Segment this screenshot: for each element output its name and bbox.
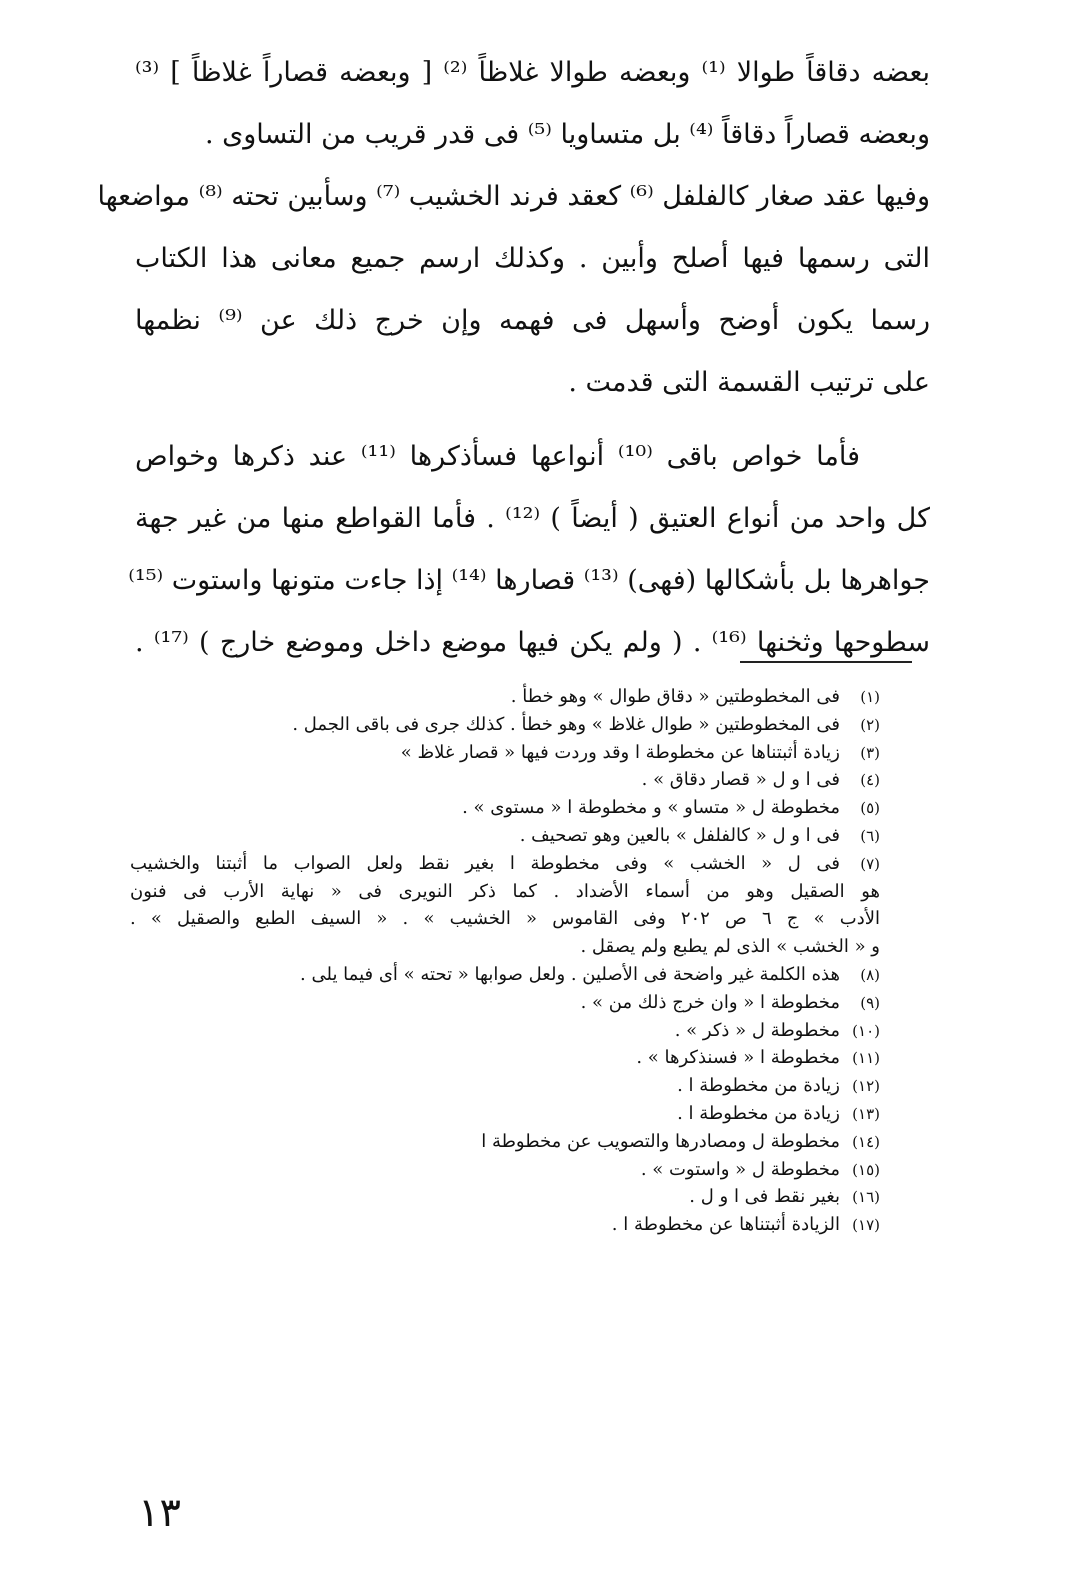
footnote-number: (١٥)	[852, 1160, 880, 1179]
footnote-number: (١٣)	[852, 1104, 880, 1123]
footnote-number: (٣)	[860, 743, 880, 762]
text-line: التى رسمها فيها أصلح وأبين . وكذلك ارسم جميع معانى هذا الكتاب	[135, 243, 930, 274]
footnote-text: مخطوطة ا « وان خرج ذلك من » .	[580, 991, 840, 1013]
footnote-5	[140, 794, 880, 822]
footnote-text: و « الخشب » الذى لم يطبع ولم يصقل .	[580, 936, 880, 958]
footnote-text: هذه الكلمة غير واضحة فى الأصلين . ولعل صوابها « تحته » أى فيما يلى .	[300, 963, 840, 985]
footnote-2	[140, 711, 880, 739]
footnote-9	[140, 989, 880, 1017]
footnote-text: هو الصقيل وهو من أسماء الأضداد . كما ذكر النويرى فى « نهاية الأرب فى فنون	[130, 880, 880, 902]
footnote-16	[140, 1183, 880, 1211]
footnote-14	[140, 1128, 880, 1156]
footnote-4	[140, 766, 880, 794]
footnote-3	[140, 739, 880, 767]
text-line: بعضه دقاقاً طوالا ⁽¹⁾ وبعضه طوالا غلاظاً ⁽²⁾ [ وبعضه قصاراً غلاظاً ] ⁽³⁾	[135, 57, 930, 88]
footnote-text: فى ا و ل « كالفلفل » بالعين وهو تصحيف .	[519, 824, 840, 846]
text-line: فأما خواص باقى ⁽¹⁰⁾ أنواعها فسأذكرها ⁽¹¹⁾ عند ذكرها وخواص	[135, 441, 861, 472]
footnote-separator	[740, 661, 912, 663]
footnote-6	[140, 822, 880, 850]
text-line: وفيها عقد صغار كالفلفل ⁽⁶⁾ كعقد فرند الخشيب ⁽⁷⁾ وسأبين تحته ⁽⁸⁾ مواضعها	[97, 181, 930, 212]
footnote-number: (١٤)	[852, 1132, 880, 1151]
footnote-text: فى ا و ل « قصار دقاق » .	[641, 769, 840, 791]
footnote-1	[140, 683, 880, 711]
footnote-number: (١٧)	[852, 1216, 880, 1235]
footnote-text: الأدب » ج ٦ ص ٢٠٢ وفى القاموس « الخشيب » . « السيف الطبع والصقيل » .	[130, 908, 880, 930]
footnote-number: (٢)	[860, 715, 880, 734]
footnote-text: الزيادة أثبتناها عن مخطوطة ا .	[611, 1214, 840, 1236]
footnote-number: (٩)	[860, 993, 880, 1012]
page-number: ١٣	[138, 1490, 181, 1536]
footnote-text: مخطوطة ا « فسنذكرها » .	[636, 1047, 840, 1069]
footnote-text: مخطوطة ل « واستوت » .	[640, 1158, 840, 1180]
text-line: رسما يكون أوضح وأسهل فى فهمه وإن خرج ذلك عن ⁽⁹⁾ نظمها	[135, 305, 930, 336]
footnote-text: فى المخطوطتين « طوال غلاظ » وهو خطأ . كذلك جرى فى باقى الجمل .	[292, 713, 840, 735]
footnote-number: (١٦)	[852, 1188, 880, 1207]
footnote-text: فى ل « الخشب » وفى مخطوطة ا بغير نقط ولعل الصواب ما أثبتنا والخشيب	[130, 852, 840, 874]
footnote-17	[140, 1211, 880, 1239]
footnote-number: (١٢)	[852, 1077, 880, 1096]
footnote-number: (٥)	[860, 799, 880, 818]
footnote-13	[140, 1100, 880, 1128]
footnote-8	[140, 961, 880, 989]
footnote-text: مخطوطة ل « ذكر » .	[674, 1019, 840, 1041]
footnote-number: (٧)	[860, 854, 880, 873]
footnote-7-continued	[140, 933, 880, 961]
footnote-number: (١١)	[852, 1049, 880, 1068]
text-line: وبعضه قصاراً دقاقاً ⁽⁴⁾ بل متساويا ⁽⁵⁾ فى قدر قريب من التساوى .	[204, 119, 930, 150]
footnote-text: مخطوطة ل ومصادرها والتصويب عن مخطوطة ا	[481, 1130, 840, 1152]
text-line: سطوحها وثخنها ⁽¹⁶⁾ . ( ولم يكن فيها موضع داخل وموضع خارج ) ⁽¹⁷⁾ .	[135, 627, 931, 658]
paragraph-gap	[135, 414, 930, 426]
footnote-11	[140, 1044, 880, 1072]
footnote-12	[140, 1072, 880, 1100]
footnote-15	[140, 1156, 880, 1184]
footnote-text: زيادة أثبتناها عن مخطوطة ا وقد وردت فيها « قصار غلاظ »	[400, 741, 840, 763]
text-line: على ترتيب القسمة التى قدمت .	[568, 367, 930, 398]
footnote-number: (١)	[860, 688, 880, 706]
footnote-7-continued	[130, 905, 880, 933]
footnote-7	[130, 850, 880, 878]
footnote-7-continued	[130, 878, 880, 906]
footnote-text: بغير نقط فى ا و ل .	[689, 1186, 840, 1208]
text-line: كل واحد من أنواع العتيق ( أيضاً ) ⁽¹²⁾ . فأما القواطع منها من غير جهة	[135, 503, 930, 534]
footnote-text: زيادة من مخطوطة ا .	[677, 1075, 840, 1097]
footnote-number: (١٠)	[852, 1021, 880, 1040]
text-line: جواهرها بل بأشكالها (فهى) ⁽¹³⁾ قصارها ⁽¹⁴⁾ إذا جاءت متونها واستوت ⁽¹⁵⁾	[128, 565, 930, 596]
footnote-number: (٦)	[860, 826, 880, 845]
main-text-block	[97, 42, 931, 674]
footnote-text: زيادة من مخطوطة ا .	[677, 1102, 840, 1124]
footnote-10	[140, 1017, 880, 1045]
footnotes-block	[130, 683, 880, 1239]
footnote-text: مخطوطة ل « متساو » و مخطوطة ا « مستوى » .	[462, 797, 840, 819]
footnote-text: فى المخطوطتين « دقاق طوال » وهو خطأ .	[510, 686, 840, 707]
footnote-number: (٨)	[860, 965, 880, 984]
footnote-number: (٤)	[860, 771, 880, 790]
